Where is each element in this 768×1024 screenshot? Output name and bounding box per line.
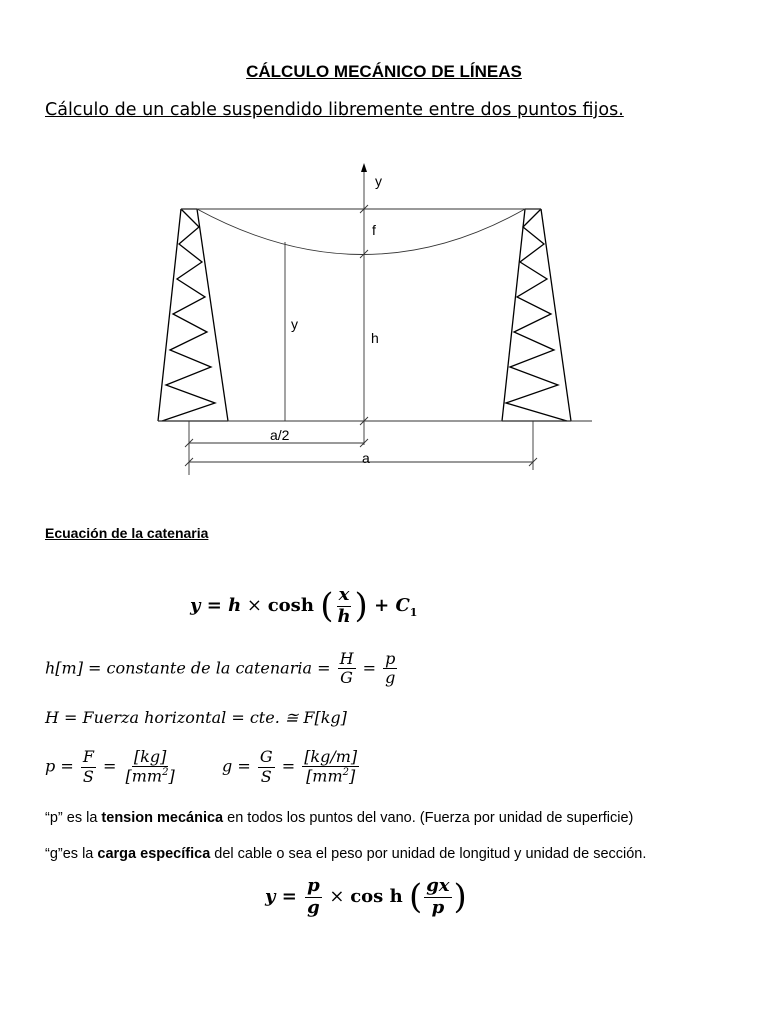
catenary-equation: y = h × cosh ( $\frac{x}{h}$ ) + $C_1$ [190, 584, 418, 627]
cable-height-label: y [291, 316, 298, 332]
span-label: a [362, 450, 370, 466]
half-span-label: a/2 [270, 427, 290, 443]
height-label: h [371, 330, 379, 346]
catenary-diagram [150, 160, 610, 490]
horizontal-force-definition: H = Fuerza horizontal = cte. ≅ F[kg] [45, 708, 347, 727]
tension-definition: p = $\frac{F}{S}$ = $\frac{[kg]}{[mm^2]}$ [45, 747, 175, 786]
y-axis-arrowhead [361, 163, 367, 172]
y-axis-label: y [375, 173, 382, 189]
document-title: CÁLCULO MECÁNICO DE LÍNEAS [246, 62, 522, 81]
section-heading: Ecuación de la catenaria [45, 525, 209, 541]
catenary-equation-expanded: y = $\frac{p}{g}$ × cos h ( $\frac{gx}{p}$ ) [265, 875, 467, 918]
catenary-constant-definition: h[m] = constante de la catenaria = $\frac{H}{G}$ = $\frac{p}{g}$ [45, 649, 396, 688]
specific-load-note: “g”es la carga específica del cable o sea el peso por unidad de longitud y unidad de sección. [45, 846, 647, 862]
specific-load-definition: g = $\frac{G}{S}$ = $\frac{[kg/m]}{[mm^2]}$ [222, 747, 358, 786]
sag-label: f [372, 222, 376, 238]
left-tower [158, 209, 228, 421]
document-subtitle: Cálculo de un cable suspendido libremente entre dos puntos fijos. [45, 100, 624, 120]
right-tower [502, 209, 571, 421]
cable-curve [197, 209, 525, 255]
tension-note: “p” es la tension mecánica en todos los puntos del vano. (Fuerza por unidad de superficie) [45, 810, 634, 826]
